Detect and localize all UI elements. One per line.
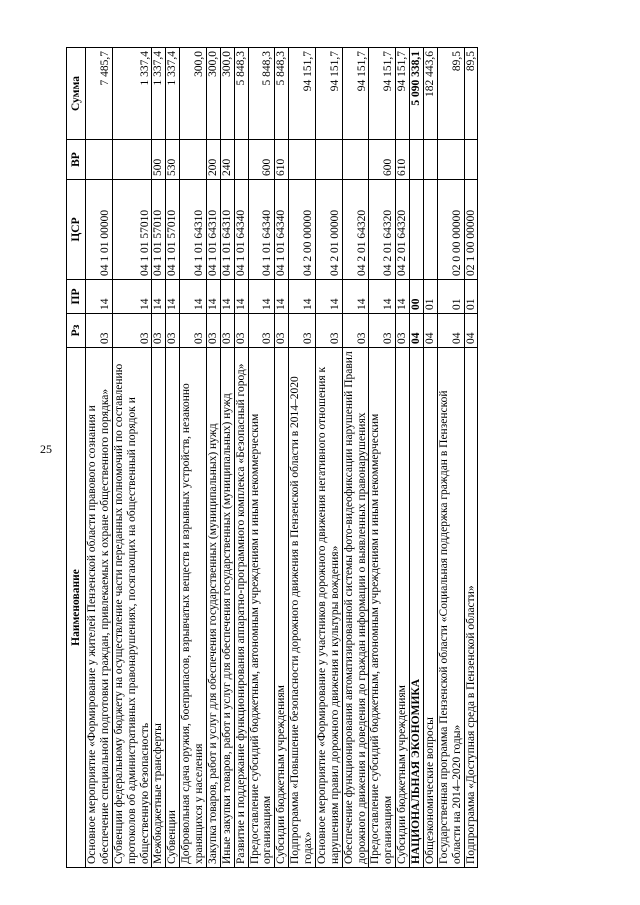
row-rz: 04	[423, 314, 437, 348]
row-vr: 600	[369, 140, 396, 180]
row-vr	[410, 140, 424, 180]
row-rz: 03	[369, 314, 396, 348]
row-sum: 94 151,7	[369, 48, 396, 140]
row-sum: 94 151,7	[289, 48, 316, 140]
table-row	[423, 48, 437, 868]
table-row	[315, 48, 342, 868]
row-name: Межбюджетные трансферты	[152, 348, 166, 868]
row-csr: 02 0 00 00000	[437, 180, 464, 280]
row-pr: 14	[289, 280, 316, 314]
row-csr: 04 2 01 64320	[396, 180, 410, 280]
row-sum: 89,5	[464, 48, 478, 140]
row-sum: 1 337,4	[166, 48, 180, 140]
row-csr: 04 1 01 64340	[275, 180, 289, 280]
row-pr: 14	[86, 280, 113, 314]
table-row	[369, 48, 396, 868]
budget-table	[66, 47, 478, 868]
row-name: Иные закупки товаров, работ и услуг для обеспечения государственных (муниципальных) нужд	[220, 348, 234, 868]
row-sum: 5 848,3	[234, 48, 248, 140]
row-rz: 03	[342, 314, 369, 348]
row-pr: 14	[234, 280, 248, 314]
row-name: Подпрограмма «Повышение безопасности дорожного движения в Пензенской области в 2014–2020 годах»	[289, 348, 316, 868]
table-row	[166, 48, 180, 868]
row-sum: 300,0	[220, 48, 234, 140]
row-pr: 14	[112, 280, 152, 314]
row-csr: 04 1 01 57010	[152, 180, 166, 280]
row-vr	[342, 140, 369, 180]
row-name: Закупка товаров, работ и услуг для обеспечения государственных (муниципальных) нужд	[206, 348, 220, 868]
table-body	[86, 48, 478, 868]
row-rz: 03	[289, 314, 316, 348]
table-row	[410, 48, 424, 868]
row-csr: 04 1 01 57010	[112, 180, 152, 280]
row-rz: 03	[206, 314, 220, 348]
row-name: НАЦИОНАЛЬНАЯ ЭКОНОМИКА	[410, 348, 424, 868]
row-pr: 01	[423, 280, 437, 314]
row-sum: 94 151,7	[396, 48, 410, 140]
row-vr	[86, 140, 113, 180]
row-sum: 182 443,6	[423, 48, 437, 140]
row-pr: 00	[410, 280, 424, 314]
row-csr: 04 2 01 64320	[342, 180, 369, 280]
row-rz: 04	[437, 314, 464, 348]
row-name: Общеэкономические вопросы	[423, 348, 437, 868]
table-header-row	[67, 48, 86, 868]
row-vr: 240	[220, 140, 234, 180]
row-vr	[423, 140, 437, 180]
row-vr	[180, 140, 207, 180]
row-csr: 04 2 00 00000	[289, 180, 316, 280]
row-sum: 5 848,3	[248, 48, 275, 140]
row-csr	[423, 180, 437, 280]
row-pr: 14	[248, 280, 275, 314]
row-csr: 04 2 01 00000	[315, 180, 342, 280]
header-pr: ПР	[67, 280, 86, 314]
row-csr: 04 1 01 64340	[248, 180, 275, 280]
table-row	[180, 48, 207, 868]
table-row	[152, 48, 166, 868]
row-vr	[112, 140, 152, 180]
row-pr: 14	[275, 280, 289, 314]
row-name: Субвенции федеральному бюджету на осуществление части переданных полномочий по составлению протоколов об административных правонарушениях, посягающих на общественный порядок и общественную безопасность	[112, 348, 152, 868]
row-name: Государственная программа Пензенской области «Социальная поддержка граждан в Пензенской области на 2014–2020 годы»	[437, 348, 464, 868]
row-rz: 03	[220, 314, 234, 348]
row-rz: 03	[248, 314, 275, 348]
row-name: Субсидии бюджетным учреждениям	[275, 348, 289, 868]
row-pr: 14	[180, 280, 207, 314]
row-pr: 01	[437, 280, 464, 314]
row-rz: 03	[275, 314, 289, 348]
row-sum: 1 337,4	[152, 48, 166, 140]
row-sum: 5 090 338,1	[410, 48, 424, 140]
row-csr	[410, 180, 424, 280]
header-sum: Сумма	[67, 48, 86, 140]
row-vr	[234, 140, 248, 180]
row-sum: 89,5	[437, 48, 464, 140]
row-rz: 04	[464, 314, 478, 348]
row-pr: 14	[152, 280, 166, 314]
row-vr	[464, 140, 478, 180]
row-pr: 14	[206, 280, 220, 314]
table-row	[396, 48, 410, 868]
row-name: Обеспечение функционирования автоматизированной системы фото-видеофиксации нарушений Правил дорожного движения и доведения до граждан информации о выявленных правонарушениях	[342, 348, 369, 868]
row-vr: 530	[166, 140, 180, 180]
row-csr: 04 2 01 64320	[369, 180, 396, 280]
row-name: Подпрограмма «Доступная среда в Пензенской области»	[464, 348, 478, 868]
row-sum: 300,0	[206, 48, 220, 140]
row-name: Основное мероприятие «Формирование у жителей Пензенской области правового сознания и обеспечение специальной подготовки граждан, привлекаемых к охране общественного порядка»	[86, 348, 113, 868]
row-sum: 5 848,3	[275, 48, 289, 140]
row-pr: 14	[220, 280, 234, 314]
row-vr: 500	[152, 140, 166, 180]
row-csr: 02 1 00 00000	[464, 180, 478, 280]
row-pr: 14	[342, 280, 369, 314]
row-sum: 94 151,7	[342, 48, 369, 140]
row-csr: 04 1 01 57010	[166, 180, 180, 280]
row-name: Развитие и поддержание функционирования аппаратно-программного комплекса «Безопасный город»	[234, 348, 248, 868]
row-csr: 04 1 01 64310	[180, 180, 207, 280]
row-vr: 610	[275, 140, 289, 180]
page-number: 25	[40, 442, 52, 456]
row-sum: 300,0	[180, 48, 207, 140]
row-vr	[437, 140, 464, 180]
row-rz: 03	[315, 314, 342, 348]
table-row	[86, 48, 113, 868]
row-rz: 03	[396, 314, 410, 348]
row-csr: 04 1 01 64310	[206, 180, 220, 280]
row-rz: 03	[234, 314, 248, 348]
row-vr: 200	[206, 140, 220, 180]
row-vr: 600	[248, 140, 275, 180]
table-row	[437, 48, 464, 868]
row-rz: 03	[166, 314, 180, 348]
row-vr	[315, 140, 342, 180]
row-name: Субсидии бюджетным учреждениям	[396, 348, 410, 868]
table-row	[289, 48, 316, 868]
row-name: Предоставление субсидий бюджетным, автономным учреждениям и иным некоммерческим организациям	[248, 348, 275, 868]
header-csr: ЦСР	[67, 180, 86, 280]
table-row	[275, 48, 289, 868]
table-row	[234, 48, 248, 868]
row-name: Добровольная сдача оружия, боеприпасов, взрывчатых веществ и взрывных устройств, незаконно хранящихся у населения	[180, 348, 207, 868]
header-vr: ВР	[67, 140, 86, 180]
table-row	[248, 48, 275, 868]
table-row	[464, 48, 478, 868]
row-csr: 04 1 01 64340	[234, 180, 248, 280]
rotated-page	[66, 48, 591, 868]
row-pr: 14	[369, 280, 396, 314]
row-name: Предоставление субсидий бюджетным, автономным учреждениям и иным некоммерческим организациям	[369, 348, 396, 868]
row-pr: 14	[315, 280, 342, 314]
header-rz: Рз	[67, 314, 86, 348]
table-row	[206, 48, 220, 868]
row-rz: 03	[112, 314, 152, 348]
row-name: Субвенции	[166, 348, 180, 868]
row-pr: 14	[396, 280, 410, 314]
header-name: Наименование	[67, 348, 86, 868]
row-rz: 04	[410, 314, 424, 348]
row-rz: 03	[180, 314, 207, 348]
row-name: Основное мероприятие «Формирование у участников дорожного движения негативного отношения к нарушениям правил дорожного движения и культуры вождения»	[315, 348, 342, 868]
table-row	[342, 48, 369, 868]
row-pr: 14	[166, 280, 180, 314]
row-csr: 04 1 01 00000	[86, 180, 113, 280]
row-vr	[289, 140, 316, 180]
table-row	[220, 48, 234, 868]
table-row	[112, 48, 152, 868]
row-pr: 01	[464, 280, 478, 314]
row-csr: 04 1 01 64310	[220, 180, 234, 280]
row-rz: 03	[86, 314, 113, 348]
row-sum: 1 337,4	[112, 48, 152, 140]
row-vr: 610	[396, 140, 410, 180]
row-sum: 7 485,7	[86, 48, 113, 140]
row-sum: 94 151,7	[315, 48, 342, 140]
row-rz: 03	[152, 314, 166, 348]
